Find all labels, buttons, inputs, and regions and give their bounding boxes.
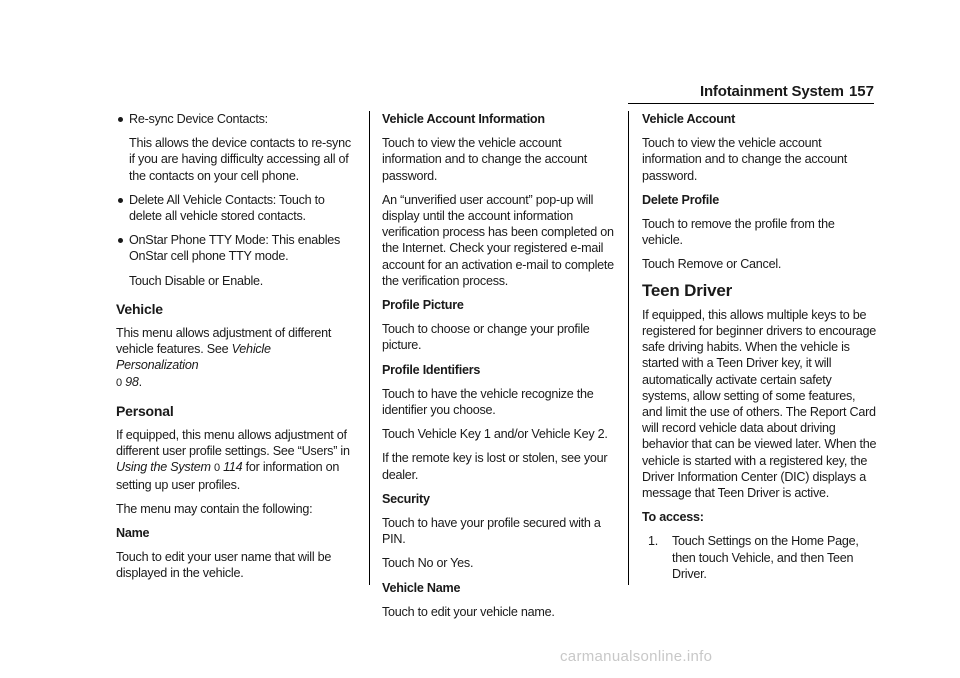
bullet-text: OnStar Phone TTY Mode: This enables OnStar cell phone TTY mode. xyxy=(129,233,341,264)
watermark: carmanualsonline.info xyxy=(560,648,713,665)
lost-key-text: If the remote key is lost or stolen, see your dealer. xyxy=(382,451,608,482)
step-number: 1. xyxy=(648,534,659,549)
bullet-icon xyxy=(118,198,123,203)
bullet-icon xyxy=(118,238,123,243)
security-label: Security xyxy=(382,491,430,506)
bullet-text: Delete All Vehicle Contacts: Touch to delete all vehicle stored contacts. xyxy=(129,192,325,224)
profile-identifiers-text: Touch to have the vehicle recognize the identifier you choose. xyxy=(382,386,594,418)
personal-text-end: for information on setting up user profiles. xyxy=(116,460,340,492)
column-divider-1 xyxy=(369,111,370,585)
personal-heading: Personal xyxy=(116,402,174,419)
vehicle-personalization-link[interactable]: Vehicle Personalization xyxy=(116,342,271,373)
column-2 xyxy=(382,111,620,628)
bullet-delete-contacts xyxy=(116,192,356,224)
delete-profile-text: Touch to remove the profile from the vehicle. xyxy=(642,217,835,248)
column-1 xyxy=(116,111,356,590)
column-3 xyxy=(642,111,878,590)
teen-driver-heading: Teen Driver xyxy=(642,280,733,300)
teen-driver-text: If equipped, this allows multiple keys to be registered for beginner drivers to encourage safe driving habits. When the vehicle is started with a Teen Driver key, it will automatically activate certain safety systems, allow setting of some features, and limit the use of others. The Report Card will record vehicle data about driving behavior that can be viewed later. When the vehicle is started with a registered key, the Driver Information Center (DIC) displays a message that Teen Driver is active. xyxy=(642,307,877,501)
using-system-link[interactable]: Using the System xyxy=(116,460,211,475)
vehicle-account-info-label: Vehicle Account Information xyxy=(382,112,545,126)
bullet-tty-mode xyxy=(116,232,356,264)
vehicle-page-link[interactable]: 98 xyxy=(125,374,139,389)
bullet-resync xyxy=(116,111,356,127)
profile-picture-text: Touch to choose or change your profile picture. xyxy=(382,322,590,353)
period: . xyxy=(138,374,142,389)
step-1 xyxy=(642,533,878,582)
step-text: Touch Settings on the Home Page, then touch Vehicle, and then Teen Driver. xyxy=(672,534,859,581)
no-yes-text: Touch No or Yes. xyxy=(382,556,474,571)
vehicle-account-label: Vehicle Account xyxy=(642,112,736,126)
personal-text: If equipped, this menu allows adjustment of different user profile settings. See “Users” in xyxy=(116,428,350,459)
menu-contains-text: The menu may contain the following: xyxy=(116,501,313,516)
resync-description: This allows the device contacts to re-sync if you are having difficulty accessing all of the contacts on your cell phone. xyxy=(129,136,351,183)
using-system-page-link[interactable]: 114 xyxy=(223,460,243,475)
bullet-text: Re-sync Device Contacts: xyxy=(129,112,268,126)
page-header xyxy=(628,83,874,105)
header-rule xyxy=(628,103,874,104)
profile-picture-label: Profile Picture xyxy=(382,298,464,313)
vehicle-name-text: Touch to edit your vehicle name. xyxy=(382,604,555,619)
vehicle-account-info-text: Touch to view the vehicle account information and to change the account password. xyxy=(382,136,587,183)
to-access-label: To access: xyxy=(642,510,704,525)
vehicle-text: This menu allows adjustment of different vehicle features. See xyxy=(116,326,332,357)
bullet-icon xyxy=(118,117,123,122)
vehicle-name-label: Vehicle Name xyxy=(382,580,461,595)
name-label: Name xyxy=(116,526,150,541)
page-ref-icon: 0 xyxy=(213,462,220,475)
profile-identifiers-label: Profile Identifiers xyxy=(382,362,481,377)
section-title: Infotainment System xyxy=(700,83,844,100)
page-ref-icon: 0 xyxy=(116,376,122,389)
personal-paragraph xyxy=(116,427,356,493)
unverified-account-text: An “unverified user account” pop-up will display until the account information verification process has been completed on the Internet. Check your registered e-mail account for an activation e-mail to complete the verification process. xyxy=(382,192,614,288)
vehicle-key-text: Touch Vehicle Key 1 and/or Vehicle Key 2. xyxy=(382,427,608,442)
remove-cancel-text: Touch Remove or Cancel. xyxy=(642,257,782,272)
name-text: Touch to edit your user name that will be displayed in the vehicle. xyxy=(116,550,332,581)
page-number: 157 xyxy=(848,83,874,100)
security-text: Touch to have your profile secured with a PIN. xyxy=(382,516,601,547)
column-divider-2 xyxy=(628,111,629,585)
delete-profile-label: Delete Profile xyxy=(642,192,719,207)
vehicle-heading: Vehicle xyxy=(116,300,163,317)
tty-description: Touch Disable or Enable. xyxy=(129,273,264,288)
vehicle-paragraph xyxy=(116,325,356,391)
vehicle-account-text: Touch to view the vehicle account information and to change the account password. xyxy=(642,136,847,183)
